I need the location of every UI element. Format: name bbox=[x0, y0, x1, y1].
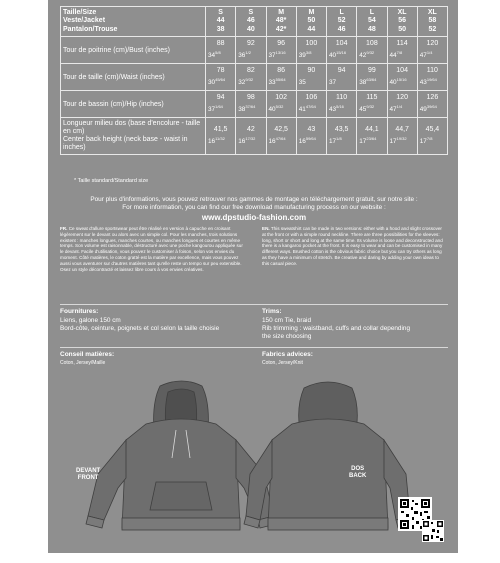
waist-cell: 82 $32^{9/32}$ bbox=[236, 64, 266, 91]
waist-cell: 110 $43^{19/64}$ bbox=[417, 64, 447, 91]
bust-label: Tour de poitrine (cm)/Bust (inches) bbox=[61, 37, 206, 64]
waist-cell: 78 $30^{45/64}$ bbox=[206, 64, 236, 91]
technical-drawing bbox=[60, 378, 450, 548]
supplies-en-line: the size choosing bbox=[262, 333, 312, 340]
hip-cell: 115 $45^{9/32}$ bbox=[357, 91, 387, 118]
divider bbox=[60, 347, 448, 348]
back-length-label: Longueur milieu dos (base d'encolure - taille en cm) Center back height (neck base - waist in inches) bbox=[61, 118, 206, 155]
supplies-fr-line: Bord-côte, ceinture, poignets et col selon la taille choisie bbox=[60, 325, 220, 332]
fr-tag: FR. bbox=[60, 226, 68, 231]
supplies-en-line: Rib trimming : waistband, cuffs and collar depending bbox=[262, 325, 411, 332]
waist-cell: 86 $33^{55/64}$ bbox=[266, 64, 296, 91]
fabric-fr bbox=[60, 351, 114, 366]
waist-cell: 90 35 bbox=[296, 64, 326, 91]
hip-cell: 110 $43^{5/16}$ bbox=[327, 91, 357, 118]
fabric-en-value: Coton, Jersey/Knit bbox=[262, 360, 303, 366]
hip-cell: 94 $37^{1/64}$ bbox=[206, 91, 236, 118]
back-view-sweatshirt bbox=[244, 382, 412, 530]
back-length-cell: 43,5 $17^{1/8}$ bbox=[327, 118, 357, 155]
back-length-row bbox=[61, 118, 448, 155]
hip-cell: 106 $41^{47/64}$ bbox=[296, 91, 326, 118]
supplies-en-line: 150 cm Tie, braid bbox=[262, 317, 312, 324]
info-line-fr: Pour plus d'informations, vous pouvez retrouver nos gammes de montage en téléchargement gratuit, sur notre site : bbox=[90, 196, 418, 203]
bust-cell: 92 $36^{1/2}$ bbox=[236, 37, 266, 64]
back-length-cell: 42,5 $16^{47/64}$ bbox=[266, 118, 296, 155]
bust-cell: 104 $40^{15/16}$ bbox=[327, 37, 357, 64]
fabric-fr-value: Coton, Jersey/Maille bbox=[60, 360, 106, 366]
en-tag: EN. bbox=[262, 226, 270, 231]
back-length-cell: 44,7 $17^{19/32}$ bbox=[387, 118, 417, 155]
hip-label: Tour de bassin (cm)/Hip (inches) bbox=[61, 91, 206, 118]
size-label: Taille/Size bbox=[63, 8, 97, 16]
bust-row bbox=[61, 37, 448, 64]
size-header-row bbox=[61, 7, 448, 37]
waist-cell: 94 37 bbox=[327, 64, 357, 91]
waist-label: Tour de taille (cm)/Waist (inches) bbox=[61, 64, 206, 91]
waist-cell: 99 $38^{63/64}$ bbox=[357, 64, 387, 91]
hip-row bbox=[61, 91, 448, 118]
size-col-3: M 50 44 bbox=[296, 7, 326, 37]
waist-cell: 104 $40^{15/16}$ bbox=[387, 64, 417, 91]
fabric-en-title: Fabrics advices: bbox=[262, 351, 313, 358]
front-label: DEVANT FRONT bbox=[76, 468, 101, 481]
bust-cell: 108 $42^{9/32}$ bbox=[357, 37, 387, 64]
hip-cell: 102 $40^{5/32}$ bbox=[266, 91, 296, 118]
supplies-fr bbox=[60, 308, 255, 333]
size-col-7: XL 58 52 bbox=[417, 7, 447, 37]
description-fr bbox=[60, 226, 245, 272]
back-length-cell: 41,5 $16^{11/32}$ bbox=[206, 118, 236, 155]
size-col-4: L 52 46 bbox=[327, 7, 357, 37]
bust-cell: 88 $34^{5/8}$ bbox=[206, 37, 236, 64]
fabric-fr-title: Conseil matières: bbox=[60, 351, 115, 358]
hip-cell: 126 $49^{39/64}$ bbox=[417, 91, 447, 118]
size-header-label bbox=[61, 7, 206, 37]
info-block bbox=[60, 196, 448, 212]
supplies-en-title: Trims: bbox=[262, 308, 282, 315]
standard-size-note: * Taille standard/Standard size bbox=[74, 178, 149, 184]
size-col-6: XL 56 50 bbox=[387, 7, 417, 37]
supplies-fr-line: Liens, galone 150 cm bbox=[60, 317, 121, 324]
supplies-fr-title: Fournitures: bbox=[60, 308, 99, 315]
bust-cell: 114 $44^{7/8}$ bbox=[387, 37, 417, 64]
back-label: DOS BACK bbox=[349, 466, 367, 479]
back-length-cell: 45,4 $17^{7/8}$ bbox=[417, 118, 447, 155]
description-en bbox=[262, 226, 447, 267]
size-col-2: M 48* 42* bbox=[266, 7, 296, 37]
jacket-label: Veste/Jacket bbox=[63, 17, 106, 25]
supplies-en bbox=[262, 308, 448, 341]
size-col-5: L 54 48 bbox=[357, 7, 387, 37]
trousers-label: Pantalon/Trouse bbox=[63, 25, 118, 33]
waist-row bbox=[61, 64, 448, 91]
back-length-cell: 42 $16^{17/32}$ bbox=[236, 118, 266, 155]
back-length-cell: 44,1 $17^{23/64}$ bbox=[357, 118, 387, 155]
hip-cell: 120 $47^{1/4}$ bbox=[387, 91, 417, 118]
description-fr-text: Ce sweat d'allure sportswear peut être réalisé en version à capuche en croisant légèrement sur le devant ou alors avec un simple col. Pour les manches, trois solutions existent : manches longues, manches courtes, ou manches longues et courtes en même temps. Son volume est raisonnable, déstructuré avec une poche kangourou appliquée sur le devant. Facile d'utilisation, vous pouvez le customiser à foison, selon vos envies du moment. Côté matières, le coton gratté est la matière par excellence, mais vous pouvez aussi vous aventurer sur d'autres matières tant qu'elle reste un tempo sur peu extensible. Osez un style décontracté et laissez libre cours à vos envies créatives. bbox=[60, 226, 243, 272]
size-col-0: S 44 38 bbox=[206, 7, 236, 37]
description-en-text: This sweatshirt can be made in two versions: either with a hood and slight crossover at the front or with a simple round neckline. There are three possibilities for the sleeves: long, short or short and long at the same time. Its volume is loose and deconstructed and there is a kangaroo pocket at the front. It is easy to wear and can be customised in many different ways. Brushed cotton is the obvious fabric choice but you can try others as long as they have a minimum of stretch. Be creative and daring by adding your own ideas to this casual piece. bbox=[262, 226, 443, 266]
fabric-en bbox=[262, 351, 313, 366]
divider bbox=[60, 304, 448, 305]
bust-cell: 120 $47^{1/4}$ bbox=[417, 37, 447, 64]
size-chart-table bbox=[60, 6, 448, 155]
bust-cell: 96 $37^{13/16}$ bbox=[266, 37, 296, 64]
qr-code-icon[interactable] bbox=[422, 520, 444, 542]
website-link[interactable]: www.dpstudio-fashion.com bbox=[201, 213, 307, 222]
hip-cell: 98 $38^{37/64}$ bbox=[236, 91, 266, 118]
bust-cell: 100 $39^{3/8}$ bbox=[296, 37, 326, 64]
info-line-en: For more information, you can find our free download manufacturing process on our website : bbox=[122, 204, 386, 211]
size-col-1: S 46 40 bbox=[236, 7, 266, 37]
back-length-cell: 43 $16^{59/64}$ bbox=[296, 118, 326, 155]
